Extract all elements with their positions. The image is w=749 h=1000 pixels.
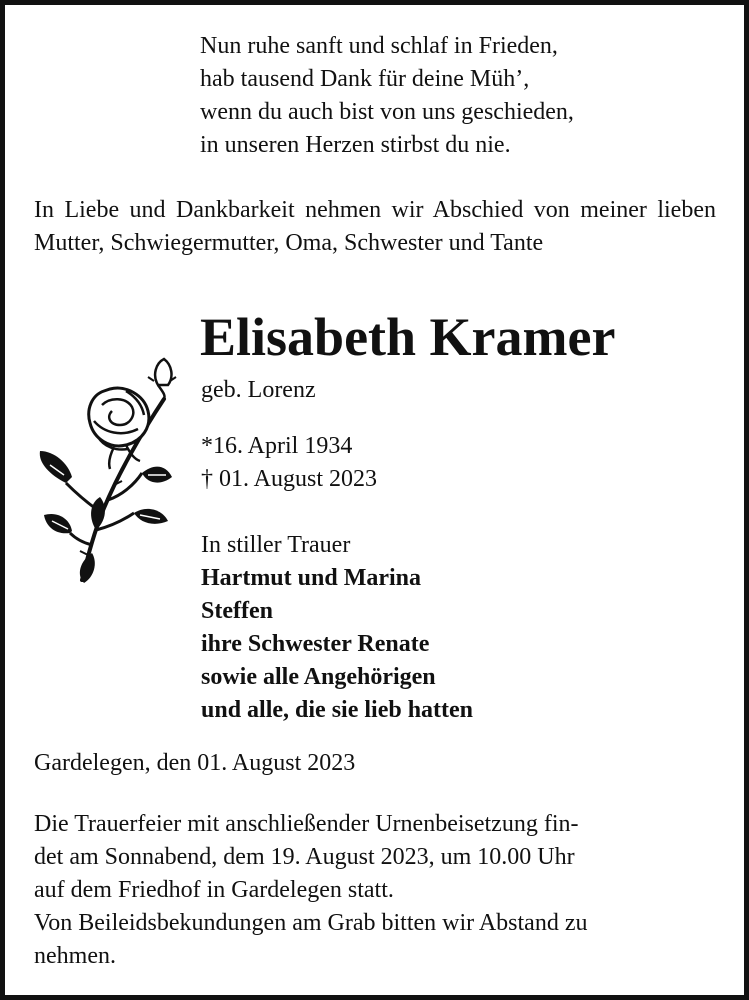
notice-line: det am Sonnabend, dem 19. August 2023, um 10.00 Uhr <box>34 844 575 870</box>
place-date: Gardelegen, den 01. August 2023 <box>34 750 356 776</box>
mourner-name: ihre Schwester Renate <box>201 631 430 657</box>
intro-text: In Liebe und Dankbarkeit nehmen wir Abschied von meiner lieben Mutter, Schwiegermutter, Oma, Schwester und Tante <box>34 197 716 256</box>
deceased-name: Elisabeth Kramer <box>200 307 616 367</box>
notice-line: Die Trauerfeier mit anschließender Urnenbeisetzung fin- <box>34 811 579 837</box>
notice-line: auf dem Friedhof in Gardelegen statt. <box>34 877 394 903</box>
poem-line: in unseren Herzen stirbst du nie. <box>200 132 511 158</box>
mourners-heading: In stiller Trauer <box>201 532 351 558</box>
mourner-name: Steffen <box>201 598 273 624</box>
mourners-block <box>201 529 473 727</box>
life-dates <box>201 430 377 496</box>
notice-line: Von Beileidsbekundungen am Grab bitten wir Abstand zu <box>34 910 588 936</box>
rose-icon <box>30 355 190 585</box>
funeral-notice <box>34 808 716 973</box>
birth-date: *16. April 1934 <box>201 433 353 459</box>
mourner-name: und alle, die sie lieb hatten <box>201 697 474 723</box>
notice-line: nehmen. <box>34 943 116 969</box>
maiden-name: geb. Lorenz <box>201 377 316 403</box>
poem-line: wenn du auch bist von uns geschieden, <box>200 99 574 125</box>
poem <box>200 30 700 162</box>
mourner-name: Hartmut und Marina <box>201 565 422 591</box>
mourner-name: sowie alle Angehörigen <box>201 664 436 690</box>
death-date: † 01. August 2023 <box>201 466 378 492</box>
poem-line: hab tausend Dank für deine Müh’, <box>200 66 530 92</box>
poem-line: Nun ruhe sanft und schlaf in Frieden, <box>200 33 558 59</box>
